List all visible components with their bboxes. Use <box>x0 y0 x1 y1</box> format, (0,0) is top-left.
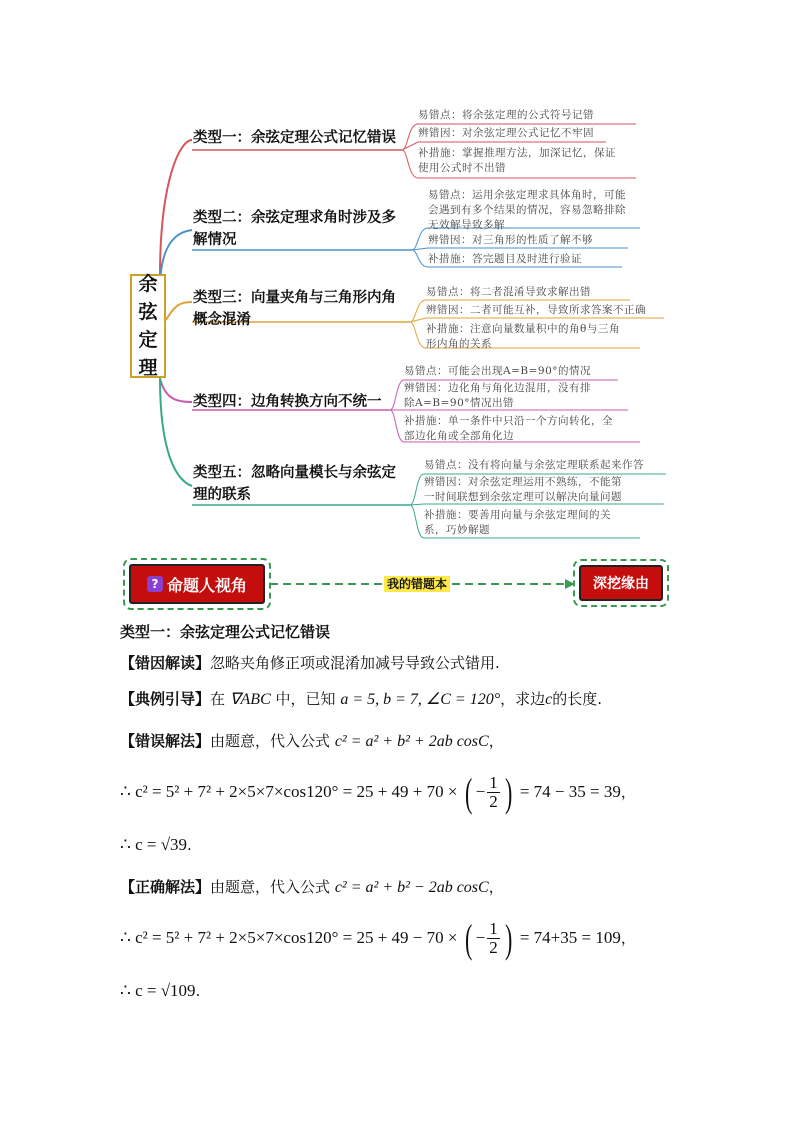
branch-5-leaf-1: 易错点：没有将向量与余弦定理联系起来作答 <box>424 459 644 471</box>
branch-3-leaf-3: 补措施：注意向量数量积中的角θ与三角 形内角的关系 <box>426 323 620 350</box>
mindmap-connectors <box>0 0 794 545</box>
branch-3-leaf-1: 易错点：将二者混淆导致求解出错 <box>426 286 591 298</box>
wrong-line-2: ∴ c = √39. <box>120 835 192 854</box>
perspective-label: 命题人视角 <box>166 575 247 595</box>
connector-branch-5 <box>160 378 192 486</box>
branch-2-leaf-2: 辨错因：对三角形的性质了解不够 <box>428 234 593 246</box>
question-icon: ? <box>147 576 163 592</box>
root-char: 理 <box>138 357 158 379</box>
mindmap-root <box>130 274 166 378</box>
branch-5-leaf-2: 辨错因：对余弦定理运用不熟练，不能第 一时间联想到余弦定理可以解决向量问题 <box>424 476 622 503</box>
branch-1-leaf-2: 辨错因：对余弦定理公式记忆不牢固 <box>418 127 594 139</box>
branch-1-leaf-1: 易错点：将余弦定理的公式符号记错 <box>418 109 594 121</box>
correct-solution-header: 【正确解法】由题意，代入公式 c² = a² + b² − 2ab cosC， <box>120 878 504 896</box>
triangle-symbol: ∇ABC <box>229 691 271 708</box>
correct-line-1: ∴ c² = 5² + 7² + 2×5×7×cos120° = 25 + 49 − 70 × ( − $\frac{1}{2}$ ) = 74+35 = 109， <box>120 915 636 961</box>
branch-title-4: 类型四：边角转换方向不统一 <box>193 394 382 410</box>
cause-text: 忽略夹角修正项或混淆加减号导致公式错用. <box>210 654 500 672</box>
mistake-book-label: 我的错题本 <box>384 576 450 592</box>
connector-branch-3 <box>166 302 192 320</box>
root-char: 定 <box>138 329 158 351</box>
branch-title-3: 类型三：向量夹角与三角形内角 概念混淆 <box>193 290 396 328</box>
connector-branch-4 <box>160 378 192 402</box>
branch-title-5: 类型五：忽略向量模长与余弦定 理的联系 <box>193 465 396 503</box>
wrong-tag: 【错误解法】 <box>120 732 211 750</box>
wrong-line-1: ∴ c² = 5² + 7² + 2×5×7×cos120° = 25 + 49 + 70 × ( − $\frac{1}{2}$ ) = 74 − 35 = 39， <box>120 769 636 815</box>
cause-tag: 【错因解读】 <box>120 654 211 672</box>
dig-reason-label: 深挖缘由 <box>593 576 649 592</box>
example-condition: a = 5, b = 7, ∠C = 120° <box>340 691 501 708</box>
wrong-solution-header: 【错误解法】由题意，代入公式 c² = a² + b² + 2ab cosC， <box>120 732 504 750</box>
root-char: 余 <box>138 273 158 295</box>
section-title: 类型一：余弦定理公式记忆错误 <box>120 623 331 641</box>
correct-line-2: ∴ c = √109. <box>120 981 201 1000</box>
dig-reason-button[interactable] <box>573 559 669 607</box>
branch-5-leaf-3: 补措施：要善用向量与余弦定理间的关 系，巧妙解题 <box>424 509 611 536</box>
root-char: 弦 <box>138 301 158 323</box>
branch-title-1: 类型一：余弦定理公式记忆错误 <box>193 130 396 146</box>
branch-1-leaf-3: 补措施：掌握推理方法，加深记忆，保证 使用公式时不出错 <box>418 147 616 174</box>
wrong-formula: c² = a² + b² + 2ab cosC <box>334 733 489 750</box>
correct-formula: c² = a² + b² − 2ab cosC <box>334 879 489 896</box>
fraction: $\frac{1}{2}$ <box>489 919 498 957</box>
cause-paragraph <box>120 652 500 674</box>
branch-title-2: 类型二：余弦定理求角时涉及多 解情况 <box>193 210 396 248</box>
branch-4-leaf-3: 补措施：单一条件中只沿一个方向转化，全 部边化角或全部角化边 <box>404 415 613 442</box>
branch-4-leaf-2: 辨错因：边化角与角化边混用，没有排 除A=B=90°情况出错 <box>404 382 591 409</box>
correct-tag: 【正确解法】 <box>120 878 211 896</box>
branch-2-leaf-3: 补措施：答完题目及时进行验证 <box>428 253 582 265</box>
branch-3-leaf-2: 辨错因：二者可能互补，导致所求答案不正确 <box>426 304 646 316</box>
branch-2-leaf-1: 易错点：运用余弦定理求具体角时，可能 会遇到有多个结果的情况，容易忽略排除 无效解导致多解 <box>428 189 626 231</box>
mindmap <box>0 0 794 545</box>
perspective-button[interactable] <box>123 558 271 610</box>
branch-4-leaf-1: 易错点：可能会出现A=B=90°的情况 <box>404 365 592 377</box>
example-paragraph: 【典例引导】在 ∇ABC 中，已知 a = 5, b = 7, ∠C = 120°，求边c的长度. <box>120 690 603 708</box>
fraction: $\frac{1}{2}$ <box>489 773 498 811</box>
example-tag: 【典例引导】 <box>120 690 211 708</box>
